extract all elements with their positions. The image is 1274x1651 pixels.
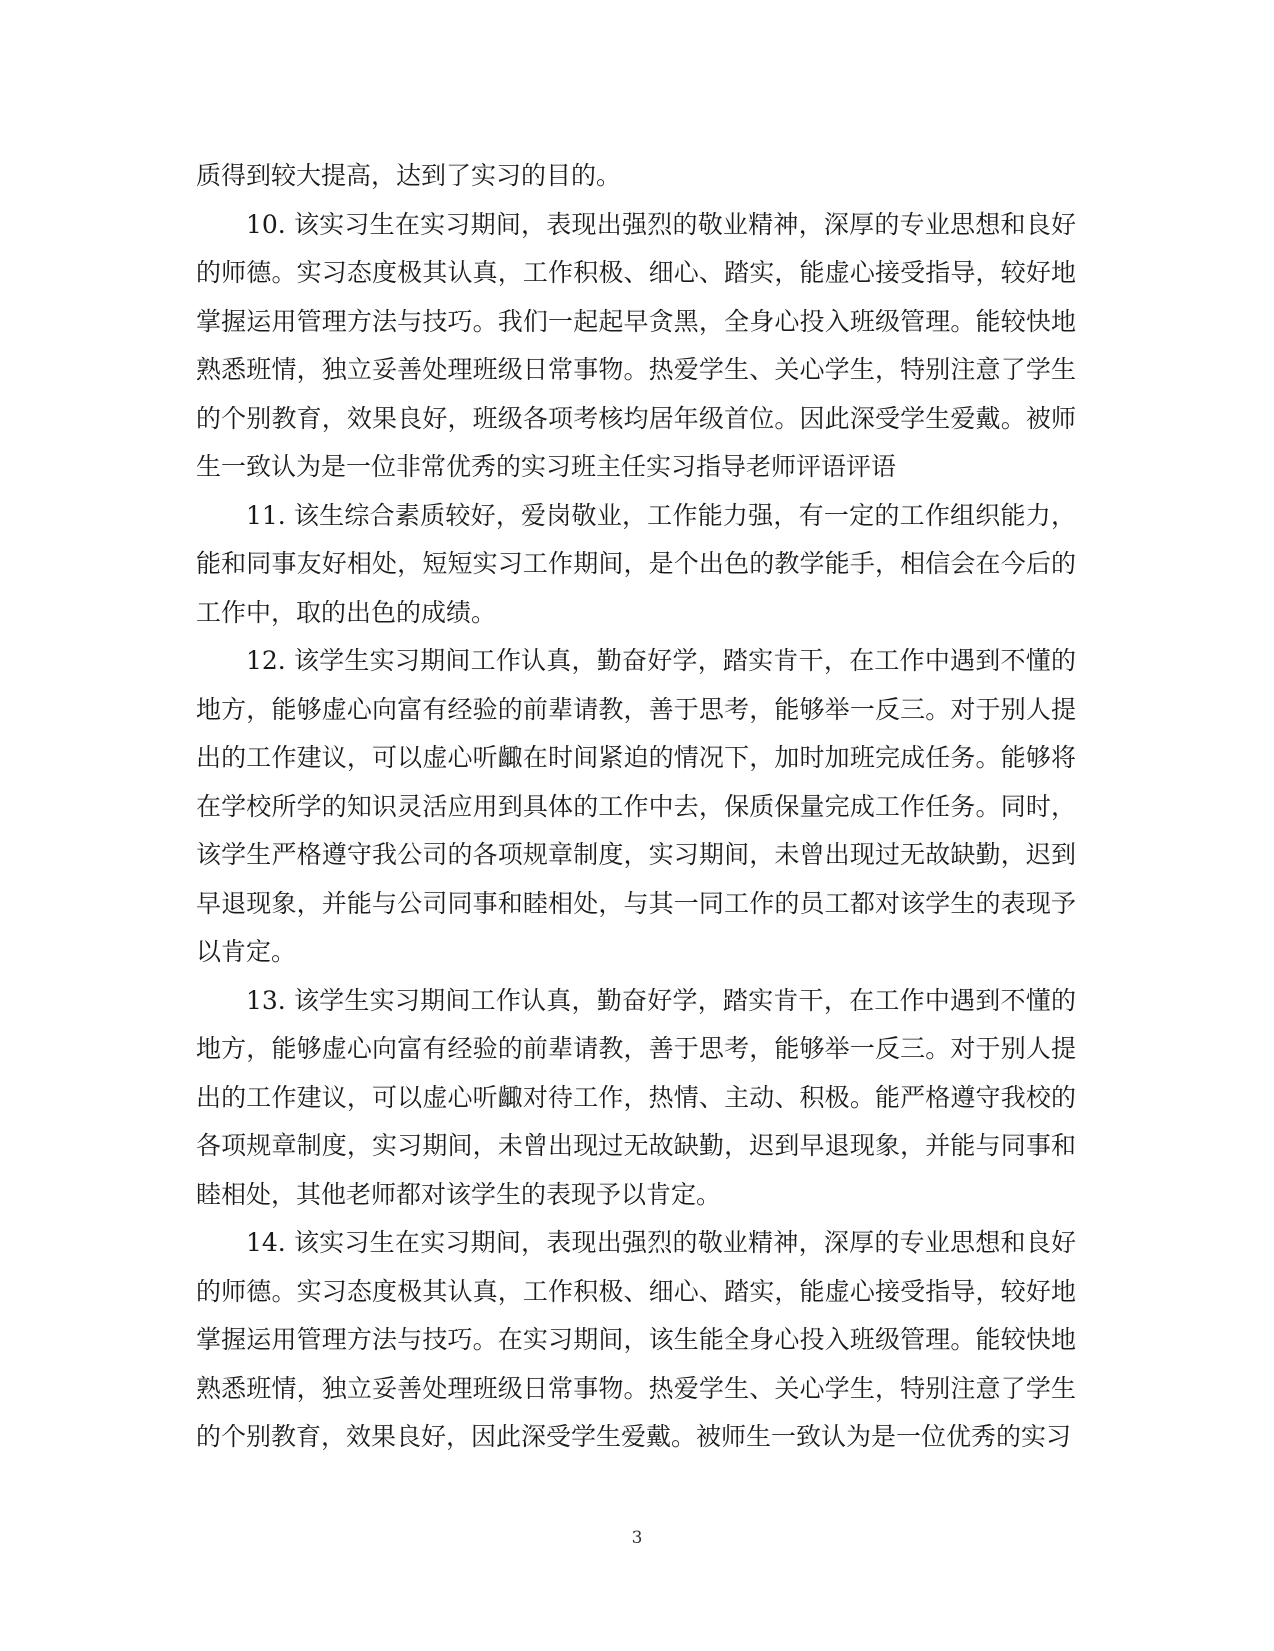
paragraph-continuation: 质得到较大提高，达到了实习的目的。	[196, 161, 622, 190]
document-body	[196, 152, 1076, 1462]
page-number: 3	[631, 1528, 643, 1548]
paragraph-item-10: 10. 该实习生在实习期间，表现出强烈的敬业精神，深厚的专业思想和良好的师德。实习态度极其认真，工作积极、细心、踏实，能虚心接受指导，较好地掌握运用管理方法与技巧。我们一起起早贪黑，全身心投入班级管理。能较快地熟悉班情，独立妥善处理班级日常事物。热爱学生、关心学生，特别注意了学生的个别教育，效果良好，班级各项考核均居年级首位。因此深受学生爱戴。被师生一致认为是一位非常优秀的实习班主任实习指导老师评语评语	[196, 209, 1076, 481]
paragraph-item-13: 13. 该学生实习期间工作认真，勤奋好学，踏实肯干，在工作中遇到不懂的地方，能够虚心向富有经验的前辈请教，善于思考，能够举一反三。对于别人提出的工作建议，可以虚心听齱对待工作，热情、主动、积极。能严格遵守我校的各项规章制度，实习期间，未曾出现过无故缺勤，迟到早退现象，并能与同事和睦相处，其他老师都对该学生的表现予以肯定。	[196, 985, 1076, 1209]
paragraph-item-12: 12. 该学生实习期间工作认真，勤奋好学，踏实肯干，在工作中遇到不懂的地方，能够虚心向富有经验的前辈请教，善于思考，能够举一反三。对于别人提出的工作建议，可以虚心听齱在时间紧迫的情况下，加时加班完成任务。能够将在学校所学的知识灵活应用到具体的工作中去，保质保量完成工作任务。同时，该学生严格遵守我公司的各项规章制度，实习期间，未曾出现过无故缺勤，迟到早退现象，并能与公司同事和睦相处，与其一同工作的员工都对该学生的表现予以肯定。	[196, 646, 1076, 966]
paragraph-item-14: 14. 该实习生在实习期间，表现出强烈的敬业精神，深厚的专业思想和良好的师德。实习态度极其认真，工作积极、细心、踏实，能虚心接受指导，较好地掌握运用管理方法与技巧。在实习期间，该生能全身心投入班级管理。能较快地熟悉班情，独立妥善处理班级日常事物。热爱学生、关心学生，特别注意了学生的个别教育，效果良好，因此深受学生爱戴。被师生一致认为是一位优秀的实习	[196, 1228, 1076, 1451]
paragraph-item-11: 11. 该生综合素质较好，爱岗敬业，工作能力强，有一定的工作组织能力，能和同事友好相处，短短实习工作期间，是个出色的教学能手，相信会在今后的工作中，取的出色的成绩。	[196, 500, 1076, 627]
